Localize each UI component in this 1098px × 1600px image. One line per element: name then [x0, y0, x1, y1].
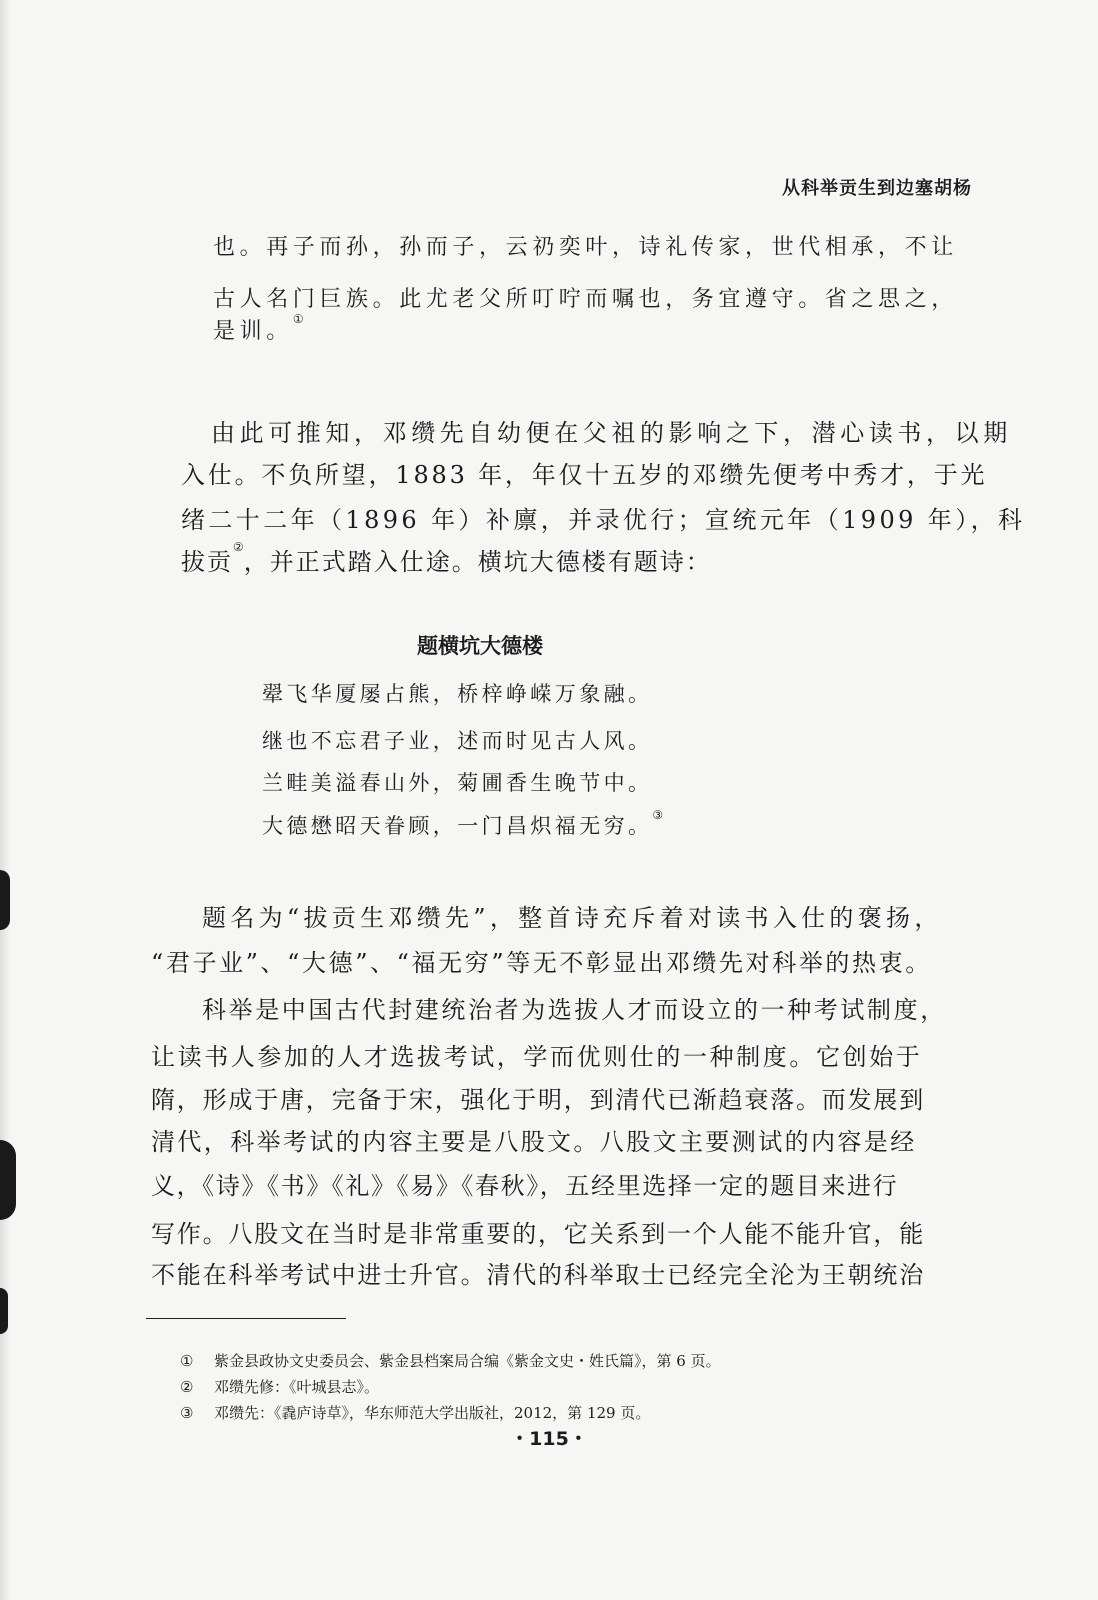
body-text: ，并正式踏入仕途。横坑大德楼有题诗： — [243, 548, 712, 576]
poem-line: 兰畦美溢春山外，菊圃香生晚节中。 — [262, 771, 653, 795]
footnote — [180, 1376, 379, 1397]
footnote-mark: ③ — [180, 1404, 194, 1422]
poem-title: 题横坑大德楼 — [417, 634, 543, 658]
footnote-text: 紫金县政协文史委员会、紫金县档案局合编《紫金文史・姓氏篇》，第 6 页。 — [214, 1352, 721, 1370]
running-header: 从科举贡生到边塞胡杨 — [782, 178, 972, 199]
poem-line — [262, 810, 663, 840]
body-line: 隋，形成于唐，完备于宋，强化于明，到清代已渐趋衰落。而发展到 — [151, 1086, 925, 1114]
body-text: 拔贡 — [181, 548, 233, 576]
poem-line: 翚飞华厦屡占熊，桥梓峥嵘万象融。 — [262, 682, 653, 706]
poem-line: 继也不忘君子业，述而时见古人风。 — [262, 729, 653, 753]
footnote-mark: ② — [180, 1378, 194, 1396]
body-line: “君子业”、“大德”、“福无穷”等无不彰显出邓缵先对科举的热衷。 — [151, 949, 932, 977]
body-line: 题名为“拔贡生邓缵先”，整首诗充斥着对读书入仕的褒扬， — [202, 904, 943, 932]
page-number: ・115・ — [510, 1428, 588, 1450]
body-line: 不能在科举考试中进士升官。清代的科举取士已经完全沦为王朝统治 — [151, 1261, 925, 1289]
footnote-text: 邓缵先：《毳庐诗草》，华东师范大学出版社，2012，第 129 页。 — [214, 1404, 651, 1422]
body-line — [181, 542, 712, 577]
body-line: 科举是中国古代封建统治者为选拔人才而设立的一种考试制度， — [202, 996, 947, 1024]
body-line: 义，《诗》《书》《礼》《易》《春秋》，五经里选择一定的题目来进行 — [151, 1172, 899, 1200]
footnote-text: 邓缵先修：《叶城县志》。 — [214, 1378, 380, 1396]
scan-shadow — [0, 0, 10, 1600]
footnote-ref: ① — [292, 312, 304, 326]
quote-line — [213, 314, 304, 345]
body-line: 入仕。不负所望，1883 年，年仅十五岁的邓缵先便考中秀才，于光 — [181, 461, 988, 489]
quote-line: 也。再子而孙，孙而子，云礽奕叶，诗礼传家，世代相承，不让 — [213, 235, 958, 260]
body-line: 由此可推知，邓缵先自幼便在父祖的影响之下，潜心读书，以期 — [211, 419, 1012, 447]
body-line: 绪二十二年（1896 年）补廪，并录优行；宣统元年（1909 年），科 — [181, 506, 1026, 534]
body-line: 写作。八股文在当时是非常重要的，它关系到一个人能不能升官，能 — [151, 1220, 925, 1248]
body-line: 让读书人参加的人才选拔考试，学而优则仕的一种制度。它创始于 — [151, 1043, 923, 1071]
footnote-ref: ② — [233, 540, 244, 554]
body-line: 清代，科举考试的内容主要是八股文。八股文主要测试的内容是经 — [151, 1128, 917, 1156]
footnote — [180, 1402, 650, 1423]
footnote-mark: ① — [180, 1352, 194, 1370]
quote-line: 古人名门巨族。此尤老父所叮咛而嘱也，务宜遵守。省之思之， — [213, 287, 958, 312]
scan-blot — [0, 870, 10, 930]
footnote-ref: ③ — [652, 808, 664, 822]
scan-blot — [0, 1288, 8, 1334]
quote-text: 是训。 — [213, 319, 293, 344]
footnote-divider — [146, 1318, 346, 1319]
scan-blot — [0, 1140, 16, 1220]
poem-text: 大德懋昭天眷顾，一门昌炽福无穷。 — [262, 814, 653, 838]
footnote — [180, 1350, 721, 1371]
